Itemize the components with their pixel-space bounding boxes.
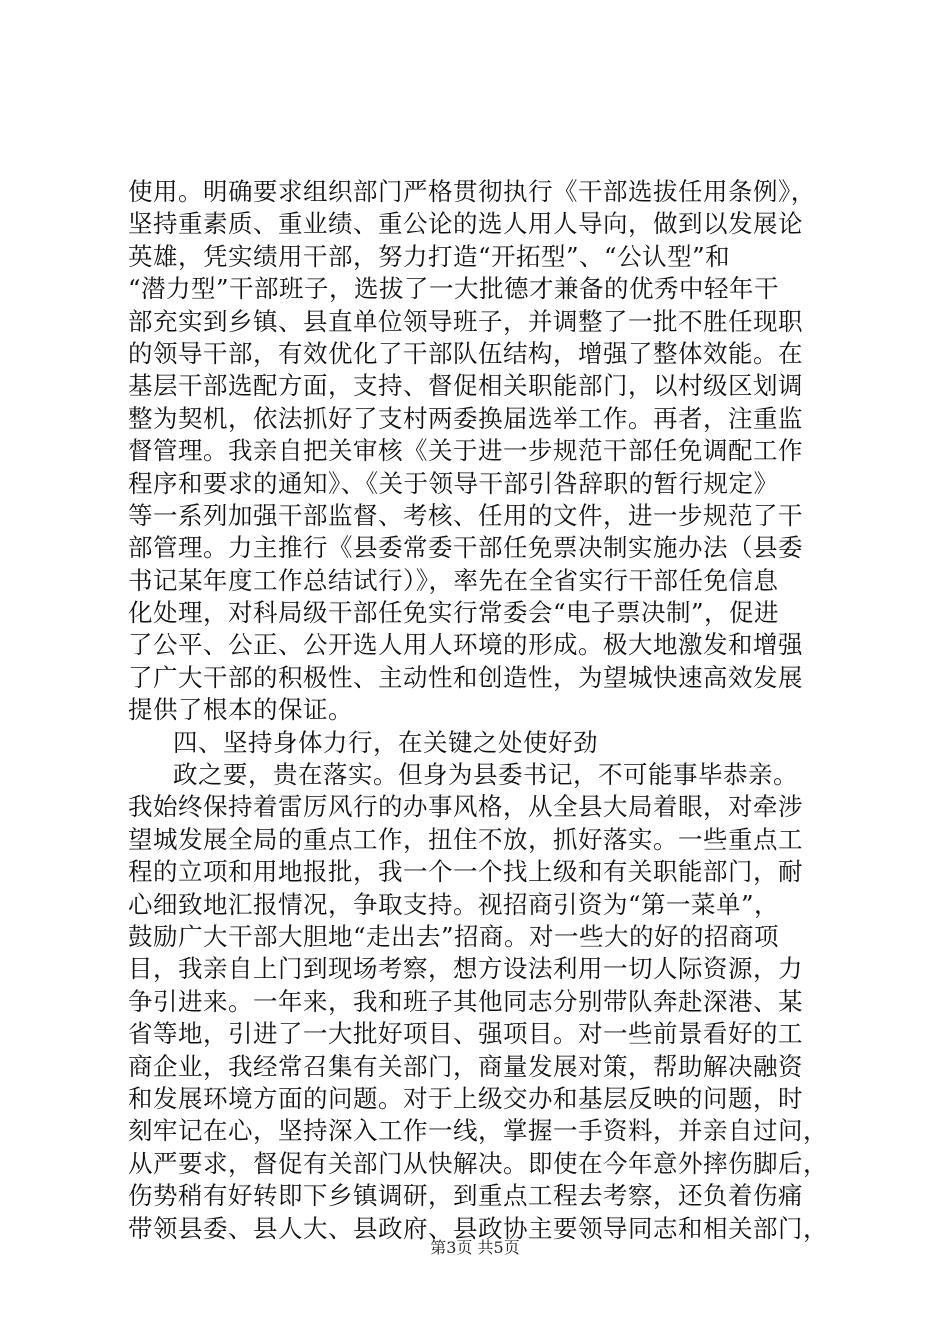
text-line: 带领县委、县人大、县政府、县政协主要领导同志和相关部门， [128,1213,828,1243]
text-line: 部管理。力主推行《县委常委干部任免票决制实施办法（县委 [128,533,803,563]
text-line: 部充实到乡镇、县直单位领导班子，并调整了一批不胜任现职 [128,306,803,336]
paragraph-start-line: 政之要，贵在落实。但身为县委书记，不可能事毕恭亲。 [173,760,798,790]
text-line: 等一系列加强干部监督、考核、任用的文件，进一步规范了干 [128,500,803,530]
text-line: 心细致地汇报情况，争取支持。视招商引资为“第一菜单”， [128,889,780,919]
text-line: 化处理，对科局级干部任免实行常委会“电子票决制”，促进 [128,598,780,628]
text-line: 整为契机，依法抓好了支村两委换届选举工作。再者，注重监 [128,403,803,433]
page-footer [0,1238,950,1258]
text-line: 商企业，我经常召集有关部门，商量发展对策，帮助解决融资 [128,1051,803,1081]
text-line: 书记某年度工作总结试行）》，率先在全省实行干部任免信息 [128,565,779,595]
text-line: 目，我亲自上门到现场考察，想方设法利用一切人际资源，力 [128,954,803,984]
text-line: 了广大干部的积极性、主动性和创造性，为望城快速高效发展 [128,662,803,692]
text-line: 基层干部选配方面，支持、督促相关职能部门，以村级区划调 [128,371,803,401]
text-line: 程的立项和用地报批，我一个一个找上级和有关职能部门，耐 [128,857,803,887]
text-line: 争引进来。一年来，我和班子其他同志分别带队奔赴深港、某 [128,986,803,1016]
text-line: 伤势稍有好转即下乡镇调研，到重点工程去考察，还负着伤痛 [128,1181,803,1211]
text-line: 和发展环境方面的问题。对于上级交办和基层反映的问题，时 [128,1083,803,1113]
text-line: 刻牢记在心，坚持深入工作一线，掌握一手资料，并亲自过问， [128,1116,828,1146]
text-line: 使用。明确要求组织部门严格贯彻执行《干部选拔任用条例》， [128,177,816,206]
text-line: 督管理。我亲自把关审核《关于进一步规范干部任免调配工作 [128,436,803,466]
text-line: 提供了根本的保证。 [128,695,353,725]
text-line: 我始终保持着雷厉风行的办事风格，从全县大局着眼，对牵涉 [128,792,803,822]
text-line: 坚持重素质、重业绩、重公论的选人用人导向，做到以发展论 [128,209,803,239]
text-line: 了公平、公正、公开选人用人环境的形成。极大地激发和增强 [128,630,803,660]
text-line: “潜力型”干部班子，选拔了一大批德才兼备的优秀中轻年干 [128,274,780,304]
page-total: 共5页 [477,1238,520,1257]
paragraph-start-line: 四、坚持身体力行，在关键之处使好劲 [173,727,598,757]
text-line: 省等地，引进了一大批好项目、强项目。对一些前景看好的工 [128,1019,803,1049]
page-number: 第3页 [430,1238,473,1257]
text-line: 的领导干部，有效优化了干部队伍结构，增强了整体效能。在 [128,338,803,368]
text-line: 程序和要求的通知》、《关于领导干部引咎辞职的暂行规定》 [128,468,779,498]
body-text [128,176,828,1245]
text-line: 望城发展全局的重点工作，扭住不放，抓好落实。一些重点工 [128,824,803,854]
text-line: 英雄，凭实绩用干部，努力打造“开拓型”、“公认型”和 [128,241,731,271]
text-line: 鼓励广大干部大胆地“走出去”招商。对一些大的好的招商项 [128,921,780,951]
text-line: 从严要求，督促有关部门从快解决。即使在今年意外摔伤脚后， [128,1148,828,1178]
